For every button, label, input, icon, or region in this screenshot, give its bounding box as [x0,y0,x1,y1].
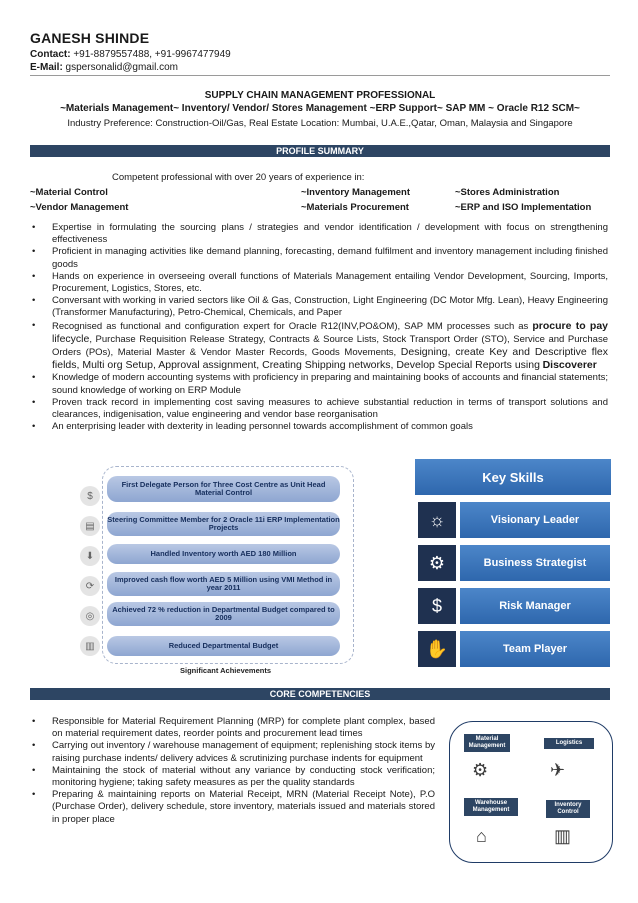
skill-item: ~Materials Procurement [301,202,409,213]
target-icon: ◎ [80,606,100,626]
profile-intro: Competent professional with over 20 years of experience in: [112,172,365,183]
skill-item: ~Inventory Management [301,187,411,198]
core-competencies-graphic [449,721,613,863]
key-skill-item: Team Player [460,631,610,667]
key-skill-item: Risk Manager [460,588,610,624]
gears-icon: ⚙ [418,545,456,581]
core-label: Material Management [464,734,510,752]
email-line [30,62,178,73]
skill-item: ~Stores Administration [455,187,560,198]
list-item: • Maintaining the stock of material without any variance by conducting stock verification; monitoring hygiene; taking safety measures as per the quality standards [32,764,435,789]
robot-arm-icon: ⚙ [472,760,489,780]
candidate-name: GANESH SHINDE [30,30,150,46]
achievements-graphic [72,466,372,678]
key-skills-title: Key Skills [415,459,611,495]
list-item: • Expertise in formulating the sourcing plans / strategies and vendor identification / development with focus on strengthening effectiveness [32,222,608,246]
dollar-icon: $ [80,486,100,506]
key-skill-item: Visionary Leader [460,502,610,538]
key-skills-graphic [415,457,611,672]
achievement-item: Reduced Departmental Budget [107,636,340,656]
list-item: • Knowledge of modern accounting systems with proficiency in preparing and maintaining books of accounts and financial statements; sound knowledge of working on ERP Module [32,372,608,396]
achievements-caption: Significant Achievements [180,666,271,675]
key-skill-item: Business Strategist [460,545,610,581]
list-item: • Conversant with working in varied sectors like Oil & Gas, Construction, Light Engineering (DC Motor Mfg. Lean), Heavy Engineering (Transformer Manufacturing), Petro-Chemical, Chemicals, and Paper [32,295,608,319]
list-item: • Hands on experience in overseeing overall functions of Materials Management entailing Vendor Development, Sourcing, Imports, Procurement, Logistics, Stores, etc. [32,270,608,295]
achievement-item: Improved cash flow worth AED 5 Million using VMI Method in year 2011 [107,572,340,596]
list-item: • Recognised as functional and configuration expert for Oracle R12(INV,PO&OM), SAP MM processes such as procure to pay lifecycle, Purchase Requisition Release Strategy, Contracts & Source Lists, Stock Transport Order (STO), Service and Purchase Orders (POs), Material Master & Vendor Master Records, Goods Movements, Designing, create Key and Descriptive flex fields, Multi org Setup, Approval assignment, Creating Shipping networks, Develop Special Reports using Discoverer [32,319,609,372]
list-item: • Proven track record in implementing cost saving measures to achieve substantial reduction in terms of transport solutions and clearances, indigenisation, value engineering and vendor base reorganisation [32,396,608,421]
contact-value: +91-8879557488, +91-9967477949 [70,49,231,60]
core-label: Warehouse Management [464,798,518,816]
core-bullets [30,716,435,826]
header-divider [30,75,610,76]
specialization-line: ~Materials Management~ Inventory/ Vendor/ Stores Management ~ERP Support~ SAP MM ~ Oracle R12 SCM~ [60,103,580,114]
email-value: gspersonalid@gmail.com [62,62,178,73]
email-label: E-Mail: [30,62,63,73]
download-icon: ⬇ [80,546,100,566]
skill-item: ~Material Control [30,187,108,198]
lightbulb-head-icon: ☼ [418,502,456,538]
warehouse-icon: ⌂ [476,826,487,846]
skill-item: ~Vendor Management [30,202,129,213]
professional-title: SUPPLY CHAIN MANAGEMENT PROFESSIONAL [204,90,436,101]
list-item: • Carrying out inventory / warehouse management of equipment; replenishing stock items by raising purchase indents/ delivery advices & scrutinizing purchase indents for equipment [32,740,435,764]
core-competencies-heading: CORE COMPETENCIES [30,688,610,700]
chart-icon: ▥ [80,636,100,656]
inventory-chart-icon: ▥ [554,826,572,846]
logistics-icon: ✈ [550,760,566,780]
core-label: Inventory Control [546,800,590,818]
skill-item: ~ERP and ISO Implementation [455,202,592,213]
achievement-item: Steering Committee Member for 2 Oracle 11i ERP Implementation Projects [107,512,340,536]
document-icon: ▤ [80,516,100,536]
achievement-item: First Delegate Person for Three Cost Centre as Unit Head Material Control [107,476,340,502]
contact-label: Contact: [30,49,71,60]
list-item: • Responsible for Material Requirement Planning (MRP) for complete plant complex, based on material requirement dates, reorder points and procurement lead times [32,716,435,740]
achievement-item: Achieved 72 % reduction in Departmental Budget compared to 2009 [107,602,340,626]
cash-flow-icon: ⟳ [80,576,100,596]
achievement-item: Handled Inventory worth AED 180 Million [107,544,340,564]
list-item: • Proficient in managing activities like demand planning, forecasting, demand fulfilment and inventory management including finished goods [32,246,608,270]
list-item: • Preparing & maintaining reports on Material Receipt, MRN (Material Receipt Note), P.O (Purchase Order), delivery schedule, store inventory, materials issued and materials stored in proper place [32,789,435,825]
money-people-icon: $ [418,588,456,624]
list-item: • An enterprising leader with dexterity in leading personnel towards accomplishment of common goals [32,421,473,433]
profile-summary-heading: PROFILE SUMMARY [30,145,610,157]
core-label: Logistics [544,738,594,749]
industry-preference: Industry Preference: Construction-Oil/Gas, Real Estate Location: Mumbai, U.A.E.,Qatar, Oman, Malaysia and Singapore [67,118,573,129]
handshake-icon: ✋ [418,631,456,667]
contact-line [30,49,231,60]
profile-bullets [30,222,608,433]
